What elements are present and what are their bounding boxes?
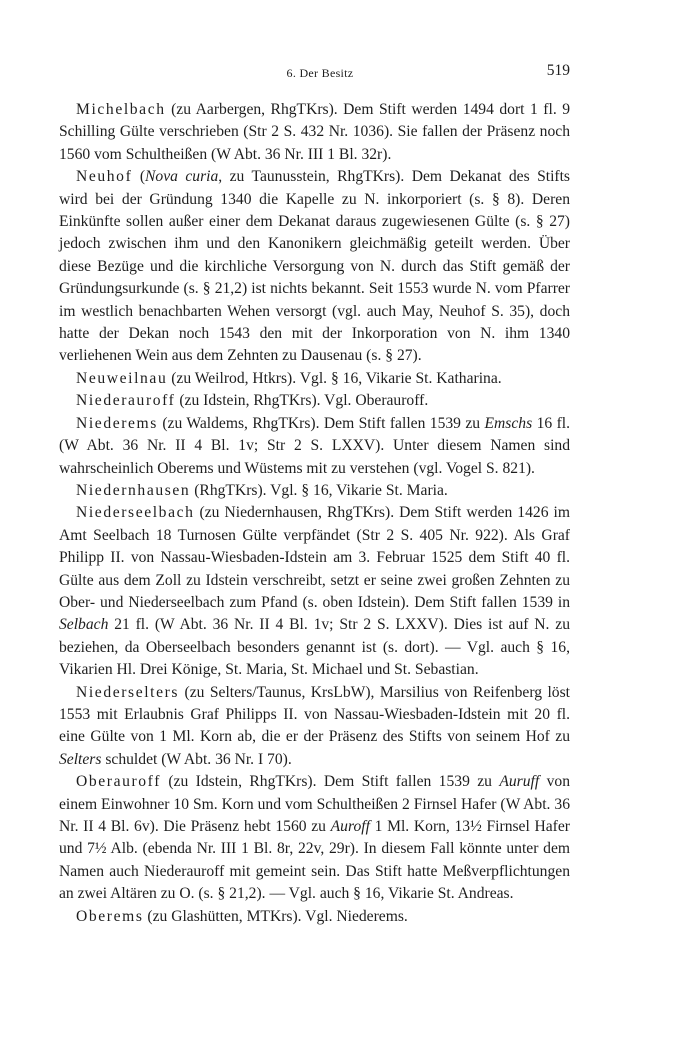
place-name: Neuweilnau xyxy=(76,369,168,387)
entry-text: (RhgTKrs). Vgl. § 16, Vikarie St. Maria. xyxy=(190,481,448,499)
entry-text: (zu Idstein, RhgTKrs). Vgl. Oberauroff. xyxy=(175,392,429,410)
place-name: Niederselters xyxy=(76,683,180,701)
entry-text: 21 fl. (W Abt. 36 Nr. II 4 Bl. 1v; Str 2 S. LXXV). Dies ist auf N. zu beziehen, da Oberseelbach besonders genannt ist (s. dort). — Vgl. auch § 16, Vikarien Hl. Drei Könige, St. Maria, St. Michael und St. Sebastian. xyxy=(59,616,570,679)
place-name: Niederseelbach xyxy=(76,504,195,522)
entry-text: von einem Einwohner 10 Sm. Korn und vom Schultheißen 2 Firnsel Hafer (W Abt. 36 Nr. II 4 Bl. 6v). Die Präsenz hebt 1560 zu xyxy=(59,773,570,835)
place-name: Michelbach xyxy=(76,101,166,118)
page-header xyxy=(70,62,570,86)
entry-text: , zu Taunusstein, RhgTKrs). Dem Dekanat des Stifts wird bei der Gründung 1340 die Kapelle zu N. inkorporiert (s. § 8). Deren Einkünfte sollen außer einer dem Dekanat daraus zugewiesenen Gülte (s. § 27) jedoch zwischen ihm und den Kanonikern gleichmäßig geteilt werden. Über diese Bezüge und die kirchliche Versorgung von N. durch das Stift gemäß der Gründungsurkunde (s. § 21,2) ist nichts bekannt. Seit 1553 wurde N. vom Pfarrer im westlich benachbarten Wehen versorgt (vgl. auch May, Neuhof S. 35), doch hatte der Dekan noch 1543 den mit der Inkorporation von N. ihm 1340 verliehenen Wein aus dem Zehnten zu Dausenau (s. § 27). xyxy=(59,168,571,365)
entry-text: (zu Niedernhausen, RhgTKrs). Dem Stift werden 1426 im Amt Seelbach 18 Turnosen Gülte verpfändet (Str 2 S. 405 Nr. 922). Als Graf Philipp II. von Nassau-Wiesbaden-Idstein am 3. Februar 1525 dem Stift 40 fl. Gülte aus dem Zoll zu Idstein verschreibt, setzt er seine zwei großen Zehnten zu Ober- und Niederseelbach zum Pfand (s. oben Idstein). Dem Stift fallen 1539 in xyxy=(59,504,570,611)
italic-source-form: Auruff xyxy=(499,773,540,791)
gazetteer-entry xyxy=(59,390,570,412)
place-name: Niederems xyxy=(76,414,158,432)
page-number: 519 xyxy=(546,62,570,79)
italic-source-form: Emschs xyxy=(484,414,533,432)
gazetteer-entry xyxy=(59,682,570,772)
gazetteer-entry xyxy=(59,480,570,502)
body-text xyxy=(59,99,570,928)
gazetteer-entry xyxy=(59,368,570,390)
gazetteer-entry xyxy=(59,502,570,681)
entry-text: 1 Ml. Korn, 13½ Firnsel Hafer und 7½ Alb. (ebenda Nr. III 1 Bl. 8r, 22v, 29r). In diesem Fall könnte unter dem Namen auch Niederauroff mit gemeint sein. Das Stift hatte Meßverpflichtungen an zwei Altären zu O. (s. § 21,2). — Vgl. auch § 16, Vikarie St. Andreas. xyxy=(59,818,570,903)
entry-text: (zu Glashütten, MTKrs). Vgl. Niederems. xyxy=(143,907,408,925)
gazetteer-entry xyxy=(59,166,570,368)
entry-text: schuldet (W Abt. 36 Nr. I 70). xyxy=(101,750,292,768)
gazetteer-entry xyxy=(59,99,570,166)
italic-source-form: Nova curia xyxy=(145,168,219,186)
running-head: 6. Der Besitz xyxy=(286,66,354,80)
place-name: Oberauroff xyxy=(76,773,161,791)
entry-text: (zu Waldems, RhgTKrs). Dem Stift fallen 1539 zu xyxy=(157,414,485,432)
entry-text: 16 fl. (W Abt. 36 Nr. II 4 Bl. 1v; Str 2 S. LXXV). Unter diesem Namen sind wahrscheinlich Oberems und Wüstems mit zu verstehen (vgl. Vogel S. 821). xyxy=(59,414,570,477)
entry-text: (zu Aarbergen, RhgTKrs). Dem Stift werden 1494 dort 1 fl. 9 Schilling Gülte verschrieben (Str 2 S. 432 Nr. 1036). Sie fallen der Präsenz noch 1560 vom Schultheißen (W Abt. 36 Nr. III 1 Bl. 32r). xyxy=(59,101,570,163)
gazetteer-entry xyxy=(59,771,570,905)
italic-source-form: Selters xyxy=(59,750,102,768)
gazetteer-entry xyxy=(59,906,570,928)
place-name: Oberems xyxy=(76,907,144,925)
italic-source-form: Auroff xyxy=(330,818,370,835)
gazetteer-entry xyxy=(59,413,570,480)
place-name: Neuhof xyxy=(76,168,133,186)
entry-text: (zu Weilrod, Htkrs). Vgl. § 16, Vikarie St. Katharina. xyxy=(167,369,502,387)
entry-text: (zu Idstein, RhgTKrs). Dem Stift fallen 1539 zu xyxy=(160,773,500,791)
place-name: Niedernhausen xyxy=(76,481,191,499)
entry-text: (zu Selters/Taunus, KrsLbW), Marsilius von Reifenberg löst 1553 mit Erlaubnis Graf Philipps II. von Nassau-Wiesbaden-Idstein mit 20 fl. eine Gülte von 1 Ml. Korn ab, die er der Präsenz des Stifts von seinem Hof zu xyxy=(59,683,570,746)
italic-source-form: Selbach xyxy=(59,616,109,634)
place-name: Niederauroff xyxy=(76,392,176,410)
entry-text: ( xyxy=(132,168,146,186)
